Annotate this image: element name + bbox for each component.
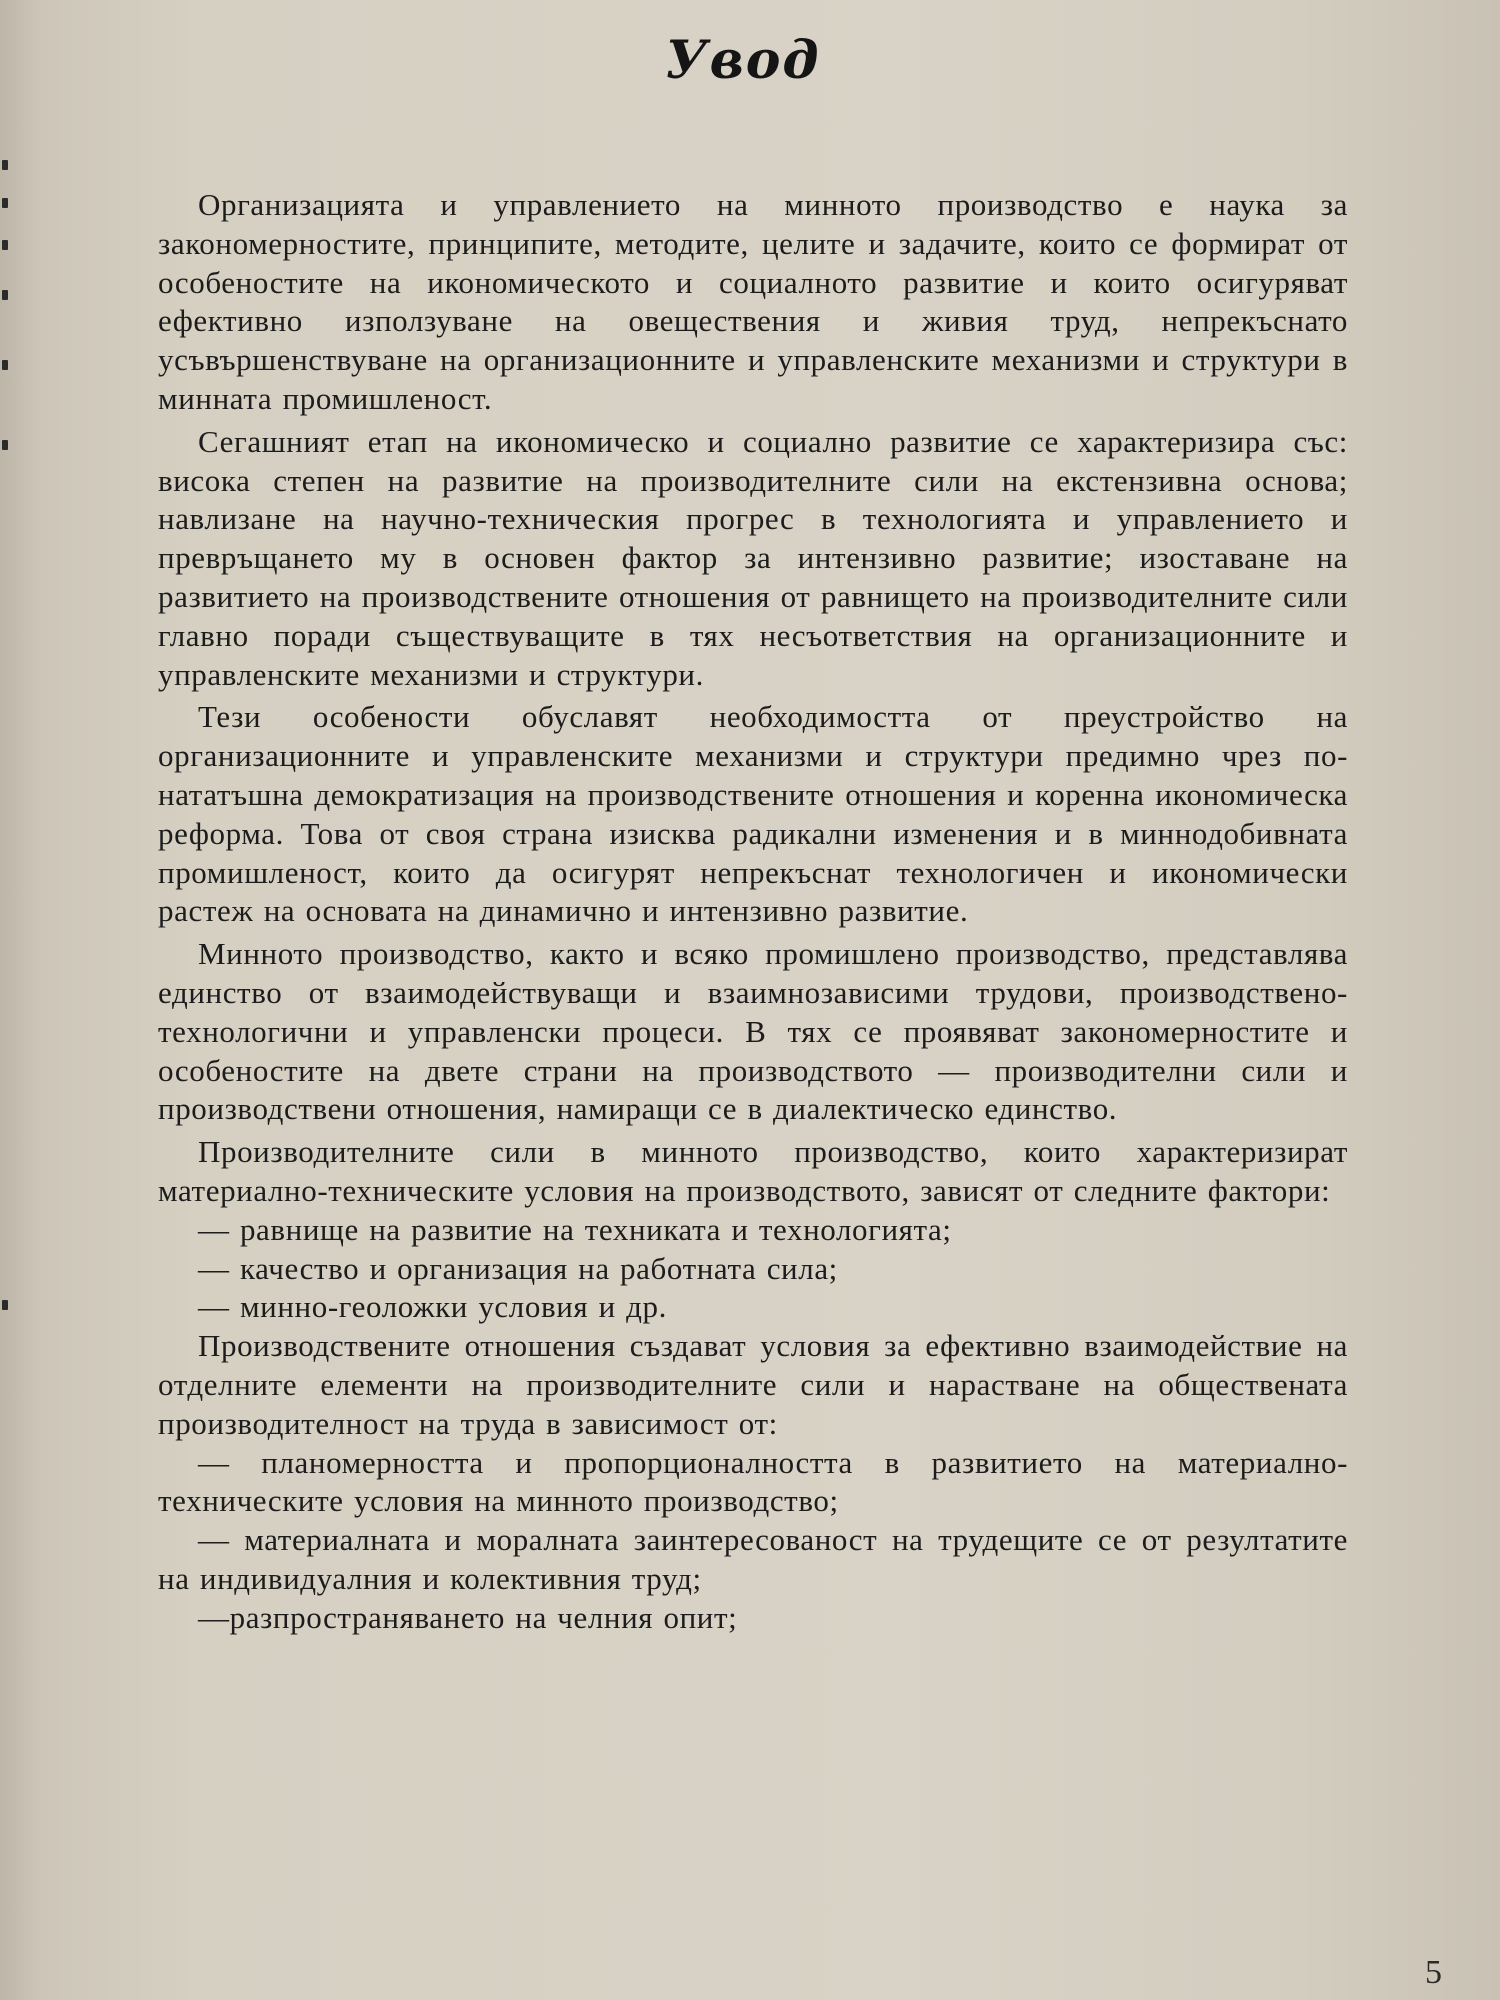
relation-list-item: — материалната и моралната заинтересованост на трудещите се от резултатите на индивидуалния и колективния труд; — [158, 1522, 1348, 1596]
paragraph: Организацията и управлението на минното производство е наука за закономерностите, принципите, методите, целите и задачите, които се формират от особеностите на икономическото и социалното развитие и които осигуряват ефективно използуване на овеществения и живия труд, непрекъснато усъвършенствуване на организационните и управленските механизми и структури в минната промишленост. — [158, 187, 1348, 416]
binding-gutter — [0, 140, 18, 1440]
factor-list-item: — качество и организация на работната сила; — [198, 1250, 838, 1286]
chapter-title: Увод — [665, 30, 821, 91]
factor-list-item: — минно-геоложки условия и др. — [198, 1289, 667, 1325]
page-number: 5 — [1425, 1954, 1442, 1991]
relation-list-item: — планомерността и пропорционалността в развитието на материално-техническите условия на минното производство; — [158, 1444, 1348, 1519]
page-content — [158, 30, 1358, 1637]
factor-list-item: — равнище на развитие на техниката и технологията; — [198, 1211, 952, 1247]
paragraph: Тези особености обуславят необходимостта от преустройство на организационните и управленските механизми и структури предимно чрез по-нататъшна демократизация на производствените отношения и коренна икономическа реформа. Това от своя страна изисква радикални изменения и в миннодобивната промишленост, които да осигурят непрекъснат технологичен и икономически растеж на основата на динамично и интензивно развитие. — [158, 699, 1348, 929]
relation-list-item: —разпространяването на челния опит; — [198, 1599, 738, 1635]
paragraph: Производителните сили в минното производство, които характеризират материално-техническите условия на производството, зависят от следните фактори: — [158, 1134, 1348, 1208]
paragraph: Минното производство, както и всяко промишлено производство, представлява единство от взаимодействуващи и взаимнозависими трудови, производствено-технологични и управленски процеси. В тях се проявяват закономерностите и особеностите на двете страни на производството — производителни сили и производствени отношения, намиращи се в диалектическо единство. — [158, 936, 1348, 1127]
paragraph: Сегашният етап на икономическо и социално развитие се характеризира със: висока степен на развитие на производителните сили на екстензивна основа; навлизане на научно-техническия прогрес в технологията и управлението и превръщането му в основен фактор за интензивно развитие; изоставане на развитието на производствените отношения от равнището на производителните сили главно поради съществуващите в тях несъответствия на организационните и управленските механизми и структури. — [158, 423, 1348, 692]
paragraph: Производствените отношения създават условия за ефективно взаимодействие на отделните елементи на производителните сили и нарастване на обществената производителност на труда в зависимост от: — [158, 1328, 1348, 1441]
